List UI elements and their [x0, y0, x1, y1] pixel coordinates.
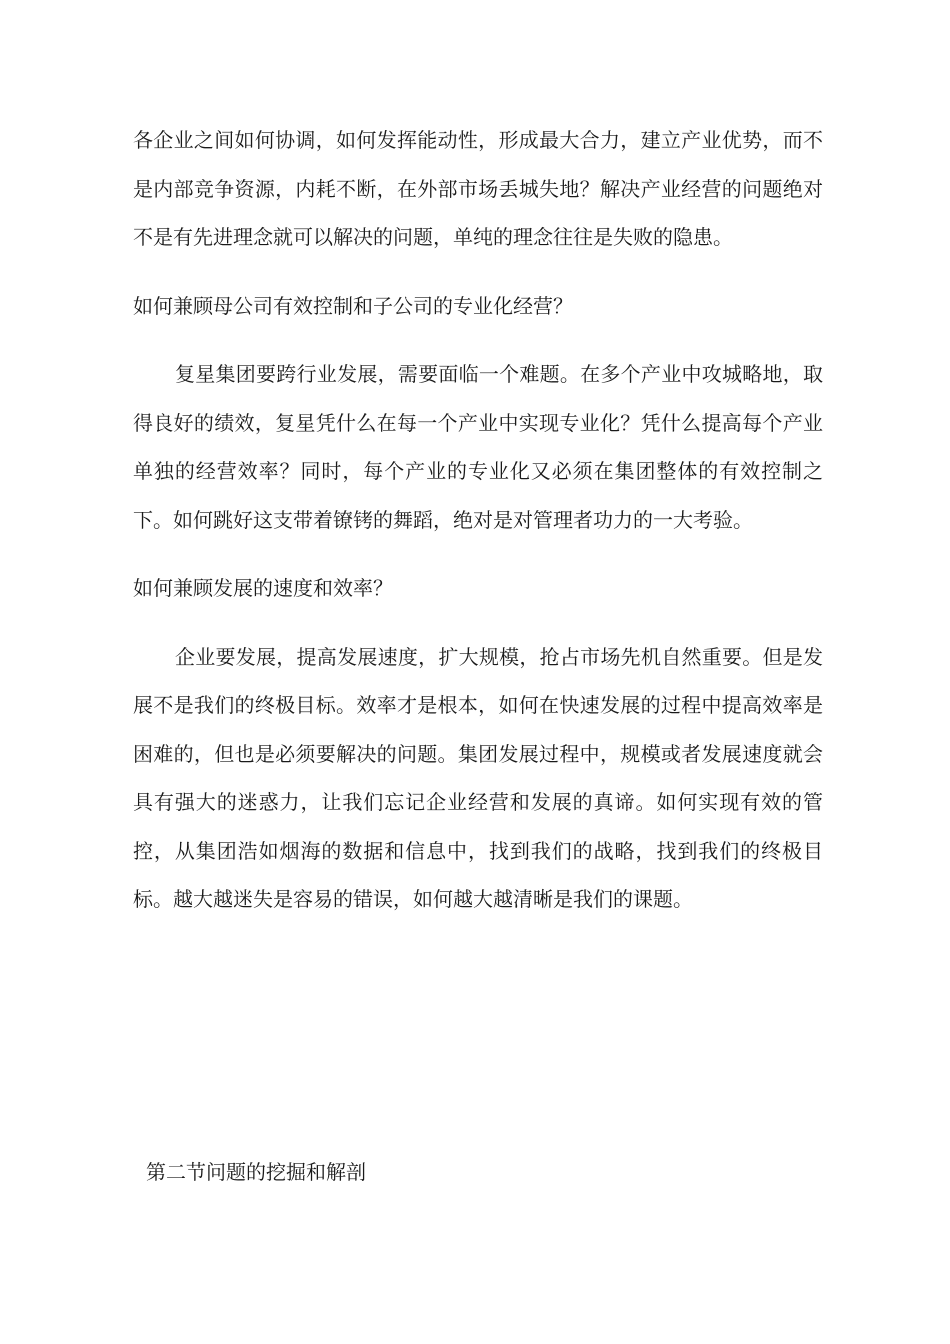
spacer — [133, 330, 823, 350]
paragraph-coordination: 各企业之间如何协调，如何发挥能动性，形成最大合力，建立产业优势，而不是内部竞争资源，内耗不断，在外部市场丢城失地？解决产业经营的问题绝对不是有先进理念就可以解决的问题，单纯的理念往往是失败的隐患。 — [133, 128, 823, 249]
paragraph-development: 企业要发展，提高发展速度，扩大规模，抢占市场先机自然重要。但是发展不是我们的终极目标。效率才是根本，如何在快速发展的过程中提高效率是困难的，但也是必须要解决的问题。集团发展过程中，规模或者发展速度就会具有强大的迷惑力，让我们忘记企业经营和发展的真谛。如何实现有效的管控，从集团浩如烟海的数据和信息中，找到我们的战略，找到我们的终极目标。越大越迷失是容易的错误，如何越大越清晰是我们的课题。 — [133, 644, 823, 911]
question-speed-efficiency: 如何兼顾发展的速度和效率？ — [133, 576, 393, 600]
section-heading: 第二节问题的挖掘和解剖 — [146, 1160, 366, 1184]
document-body — [133, 116, 823, 924]
paragraph-cross-industry: 复星集团要跨行业发展，需要面临一个难题。在多个产业中攻城略地，取得良好的绩效，复星凭什么在每一个产业中实现专业化？凭什么提高每个产业单独的经营效率？同时，每个产业的专业化又必须在集团整体的有效控制之下。如何跳好这支带着镣铐的舞蹈，绝对是对管理者功力的一大考验。 — [133, 362, 823, 532]
spacer — [133, 544, 823, 564]
question-parent-subsidiary: 如何兼顾母公司有效控制和子公司的专业化经营？ — [133, 293, 573, 318]
spacer — [133, 262, 823, 282]
spacer — [133, 613, 823, 633]
